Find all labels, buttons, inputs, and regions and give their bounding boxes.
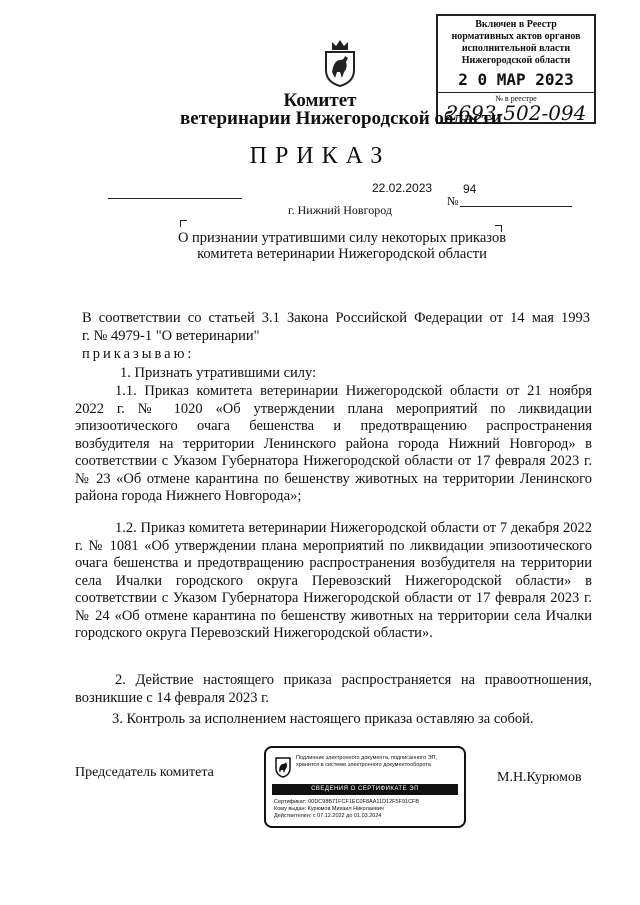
coat-of-arms-icon (320, 38, 360, 88)
intro-line: г. № 4979-1 "О ветеринарии" (82, 328, 260, 344)
stamp-reg-label: № в реестре (438, 92, 594, 103)
corner-mark (180, 220, 187, 227)
signature-owner: Кому выдан: Курюмов Михаил Николаевич (274, 806, 384, 812)
signature-cert: Сертификат: 00DC98B71FCF1EC0F8AA11D12F5F91CFB (274, 799, 420, 805)
document-date: 22.02.2023 (372, 181, 433, 195)
item-3: 3. Контроль за исполнением настоящего приказа оставляю за собой. (112, 711, 534, 727)
intro-line: В соответствии со статьей 3.1 Закона Российской Федерации от 14 мая 1993 (82, 310, 590, 326)
signature-bar: СВЕДЕНИЯ О СЕРТИФИКАТЕ ЭП (272, 784, 458, 795)
number-label: № (447, 194, 459, 208)
stamp-line: Включен в Реестр (475, 19, 557, 30)
document-city: г. Нижний Новгород (288, 203, 392, 217)
signer-name: М.Н.Курюмов (497, 770, 582, 785)
signer-position: Председатель комитета (75, 765, 214, 780)
electronic-signature-stamp (264, 746, 466, 828)
stamp-date: 2 0 MAP 2023 (458, 70, 574, 89)
item-1-2: 1.2. Приказ комитета ветеринарии Нижегородской области от 7 декабря 2022 г. № 1081 «Об утверждении плана мероприятий по ликвидации эпизоотического очага бешенства и предотвращению распространения возбудителя на территории села Ичалки городского округа Перевозский Нижегородской области» в соответствии с Указом Губернатора Нижегородской области от 17 февраля 2023 г. № 24 «Об отмене карантина по бешенству животных на территории села Ичалки городского округа Перевозский Нижегородской области». (75, 520, 592, 641)
document-subject: О признании утратившими силу некоторых приказов комитета ветеринарии Нижегородской области (177, 230, 507, 262)
signature-valid: Действителен: с 07.12.2022 до 01.03.2024 (274, 813, 382, 819)
stamp-reg-number: 2693-502-094 (445, 101, 587, 125)
document-number: 94 (463, 182, 477, 196)
committee-name: ветеринарии Нижегородской области (180, 108, 502, 129)
divider (108, 198, 242, 199)
stamp-line: исполнительной власти (461, 43, 571, 54)
coat-of-arms-icon (274, 756, 292, 778)
orders-word: приказываю: (82, 346, 195, 362)
committee-title: Комитет (283, 90, 357, 111)
stamp-line: Нижегородской области (461, 55, 571, 66)
signature-notice: Подлинник электронного документа, подписанного ЭП, хранится в системе электронного документооборота (296, 755, 438, 768)
item-1: 1. Признать утратившими силу: (120, 365, 317, 381)
stamp-line: нормативных актов органов (451, 31, 581, 42)
item-1-1: 1.1. Приказ комитета ветеринарии Нижегородской области от 21 ноября 2022 г. № 1020 «Об утверждении плана мероприятий по ликвидации эпизоотического очага бешенства и предотвращению распространения возбудителя на территории Ленинского района города Нижний Новгород» в соответствии с Указом Губернатора Нижегородской области от 17 февраля 2023 г. № 23 «Об отмене карантина по бешенству животных на территории Ленинского района города Нижнего Новгорода»; (75, 383, 592, 504)
item-2: 2. Действие настоящего приказа распространяется на правоотношения, возникшие с 14 февраля 2023 г. (75, 672, 592, 706)
document-type: ПРИКАЗ (249, 143, 391, 169)
